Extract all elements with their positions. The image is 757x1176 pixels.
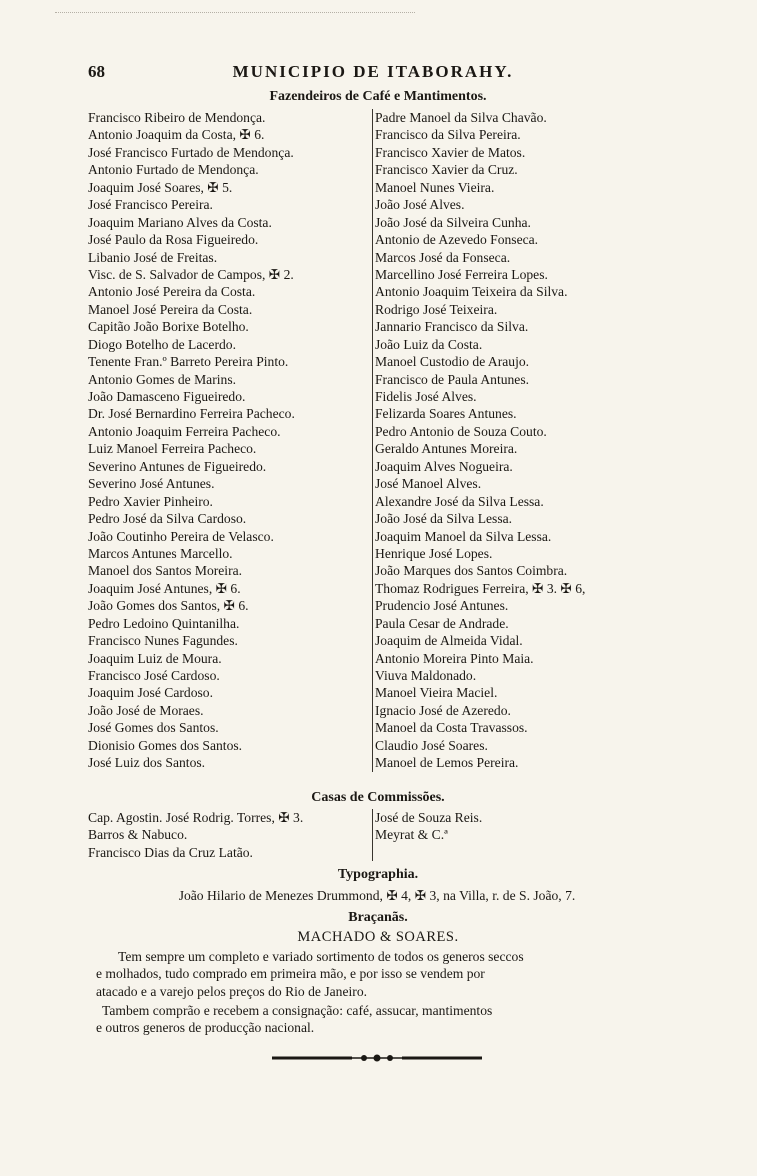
fazendeiro-entry: José Manoel Alves. [375, 476, 482, 492]
commissoes-left-column [88, 809, 370, 861]
commissao-entry: Barros & Nabuco. [88, 827, 188, 843]
fazendeiro-entry: Francisco Xavier de Matos. [375, 144, 526, 160]
fazendeiro-entry: Ignacio José de Azeredo. [375, 702, 511, 718]
fazendeiro-entry: Joaquim Alves Nogueira. [375, 458, 513, 474]
fazendeiro-entry: Tenente Fran.º Barreto Pereira Pinto. [88, 354, 289, 370]
fazendeiro-entry: Dionisio Gomes dos Santos. [88, 737, 243, 753]
page-header [88, 62, 658, 84]
fazendeiro-entry: Padre Manoel da Silva Chavão. [375, 110, 547, 125]
ornament-rule [272, 1054, 482, 1062]
fazendeiro-entry: Francisco Xavier da Cruz. [375, 162, 518, 178]
fazendeiro-entry: Severino Antunes de Figueiredo. [88, 458, 267, 474]
commissao-entry: Cap. Agostin. José Rodrig. Torres, ✠ 3. [88, 810, 304, 825]
fazendeiro-entry: Joaquim José Antunes, ✠ 6. [88, 580, 241, 596]
fazendeiro-entry: Severino José Antunes. [88, 476, 215, 492]
fazendeiro-entry: Felizarda Soares Antunes. [375, 406, 517, 422]
fazendeiro-entry: Joaquim José Cardoso. [88, 685, 213, 701]
fazendeiro-entry: Pedro José da Silva Cardoso. [88, 511, 247, 527]
fazendeiro-entry: Antonio Furtado de Mendonça. [88, 162, 259, 178]
fazendeiros-right-column [372, 109, 671, 772]
fazendeiro-entry: Manoel Vieira Maciel. [375, 685, 498, 701]
fazendeiro-entry: Manoel Nunes Vieira. [375, 179, 495, 195]
fazendeiro-entry: Libanio José de Freitas. [88, 249, 218, 265]
fazendeiro-entry: Jannario Francisco da Silva. [375, 319, 529, 335]
fazendeiro-entry: Francisco Ribeiro de Mendonça. [88, 110, 266, 125]
fazendeiro-entry: José Luiz dos Santos. [88, 755, 206, 771]
fazendeiro-entry: Marcos José da Fonseca. [375, 249, 511, 265]
fazendeiro-entry: João Coutinho Pereira de Velasco. [88, 528, 274, 544]
fazendeiro-entry: Francisco de Paula Antunes. [375, 371, 530, 387]
fazendeiro-entry: João José da Silveira Cunha. [375, 214, 531, 230]
commissao-entry: José de Souza Reis. [375, 810, 483, 825]
fazendeiros-left-column [88, 109, 370, 772]
commissao-entry: Meyrat & C.ª [375, 827, 448, 843]
fazendeiro-entry: Pedro Ledoino Quintanilha. [88, 615, 240, 631]
fazendeiro-entry: Joaquim Manoel da Silva Lessa. [375, 528, 552, 544]
typographia-title: Typographia. [337, 867, 419, 882]
fazendeiro-entry: Geraldo Antunes Moreira. [375, 441, 518, 457]
fazendeiro-entry: João Gomes dos Santos, ✠ 6. [88, 598, 249, 614]
fazendeiro-entry: Joaquim de Almeida Vidal. [375, 633, 523, 649]
fazendeiro-entry: Marcos Antunes Marcello. [88, 545, 233, 561]
fazendeiro-entry: Luiz Manoel Ferreira Pacheco. [88, 441, 257, 457]
advert-line: atacado e a varejo pelos preços do Rio de Janeiro. [96, 983, 368, 999]
fazendeiro-entry: Marcellino José Ferreira Lopes. [375, 266, 548, 282]
fazendeiro-entry: Pedro Xavier Pinheiro. [88, 493, 213, 509]
fazendeiro-entry: Diogo Botelho de Lacerdo. [88, 336, 236, 352]
fazendeiro-entry: Antonio Moreira Pinto Maia. [375, 650, 534, 666]
fazendeiro-entry: Francisco Nunes Fagundes. [88, 633, 238, 649]
advert-line: e outros generos de producção nacional. [96, 1020, 315, 1036]
advert-line: Tambem comprão e recebem a consignação: café, assucar, mantimentos [102, 1003, 493, 1018]
fazendeiro-entry: Visc. de S. Salvador de Campos, ✠ 2. [88, 266, 294, 282]
fazendeiro-entry: Manoel José Pereira da Costa. [88, 301, 253, 317]
commissoes-right-column [372, 809, 671, 861]
fazendeiro-entry: Manoel da Costa Travassos. [375, 720, 528, 736]
fazendeiro-entry: Paula Cesar de Andrade. [375, 615, 509, 631]
fazendeiro-entry: Francisco José Cardoso. [88, 668, 220, 683]
fazendeiro-entry: Rodrigo José Teixeira. [375, 301, 498, 317]
fazendeiro-entry: Viuva Maldonado. [375, 668, 477, 683]
fazendeiro-entry: José Paulo da Rosa Figueiredo. [88, 232, 259, 248]
top-margin-noise [55, 12, 415, 17]
fazendeiro-entry: Joaquim Mariano Alves da Costa. [88, 214, 272, 230]
advert-line: Tem sempre um completo e variado sortimento de todos os generos seccos [118, 949, 524, 964]
fazendeiro-entry: Thomaz Rodrigues Ferreira, ✠ 3. ✠ 6, [375, 580, 586, 596]
fazendeiro-entry: José Gomes dos Santos. [88, 720, 219, 736]
fazendeiro-entry: João José da Silva Lessa. [375, 511, 513, 527]
fazendeiro-entry: Manoel de Lemos Pereira. [375, 755, 519, 771]
fazendeiro-entry: Antonio Joaquim da Costa, ✠ 6. [88, 127, 265, 143]
fazendeiro-entry: Manoel Custodio de Araujo. [375, 354, 530, 370]
fazendeiro-entry: Pedro Antonio de Souza Couto. [375, 423, 547, 439]
fazendeiro-entry: João Luiz da Costa. [375, 336, 483, 352]
fazendeiro-entry: Antonio Joaquim Teixeira da Silva. [375, 284, 568, 300]
fazendeiro-entry: Alexandre José da Silva Lessa. [375, 493, 544, 509]
fazendeiro-entry: João Marques dos Santos Coimbra. [375, 563, 568, 579]
advert-paragraph-1 [96, 948, 658, 1000]
fazendeiro-entry: Claudio José Soares. [375, 737, 488, 753]
fazendeiro-entry: Prudencio José Antunes. [375, 598, 509, 614]
fazendeiro-entry: João José de Moraes. [88, 702, 204, 718]
fazendeiro-entry: João Damasceno Figueiredo. [88, 389, 246, 404]
fazendeiro-entry: Capitão João Borixe Botelho. [88, 319, 249, 335]
fazendeiro-entry: Antonio de Azevedo Fonseca. [375, 232, 539, 248]
fazendeiro-entry: Joaquim José Soares, ✠ 5. [88, 179, 233, 195]
fazendeiro-entry: Antonio Gomes de Marins. [88, 371, 237, 387]
fazendeiro-entry: José Francisco Pereira. [88, 197, 213, 213]
fazendeiro-entry: Joaquim Luiz de Moura. [88, 650, 222, 666]
fazendeiros-title: Fazendeiros de Café e Mantimentos. [269, 89, 487, 104]
fazendeiro-entry: José Francisco Furtado de Mendonça. [88, 144, 294, 160]
commissao-entry: Francisco Dias da Cruz Latão. [88, 844, 253, 860]
commissoes-title: Casas de Commissões. [311, 790, 445, 805]
fazendeiro-entry: Antonio José Pereira da Costa. [88, 284, 256, 300]
firm-name: MACHADO & SOARES. [297, 929, 459, 945]
advert-paragraph-2 [96, 1002, 658, 1037]
fazendeiro-entry: João José Alves. [375, 197, 465, 213]
fazendeiro-entry: Francisco da Silva Pereira. [375, 127, 521, 143]
fazendeiro-entry: Dr. José Bernardino Ferreira Pacheco. [88, 406, 295, 422]
running-title: MUNICIPIO DE ITABORAHY. [232, 62, 514, 81]
fazendeiro-entry: Manoel dos Santos Moreira. [88, 563, 243, 579]
advert-line: e molhados, tudo comprado em primeira mão, e por isso se vendem por [96, 966, 485, 982]
typographia-entry: João Hilario de Menezes Drummond, ✠ 4, ✠ 3, na Villa, r. de S. João, 7. [178, 888, 576, 903]
braganas-title: Braçanãs. [348, 910, 408, 925]
page-number: 68 [88, 62, 105, 81]
fazendeiro-entry: Antonio Joaquim Ferreira Pacheco. [88, 423, 281, 439]
fazendeiro-entry: Fidelis José Alves. [375, 389, 477, 404]
fazendeiro-entry: Henrique José Lopes. [375, 545, 493, 561]
